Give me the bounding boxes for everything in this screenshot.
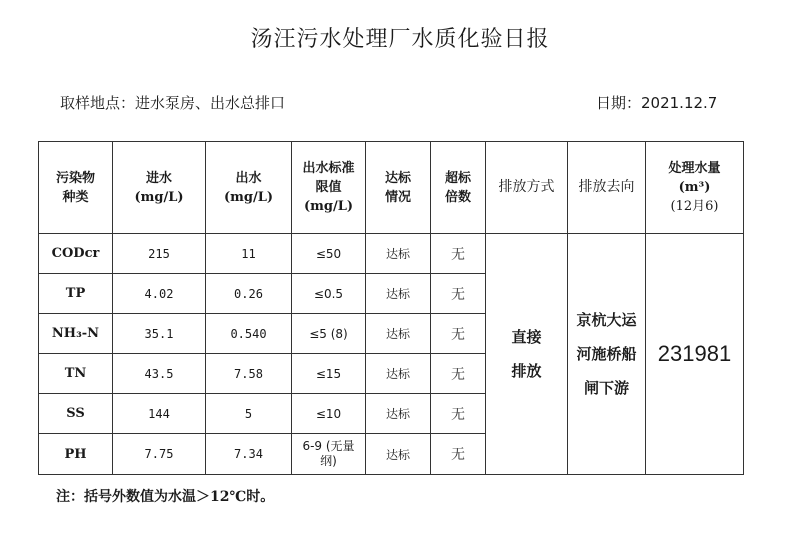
compliance-status: 达标 — [366, 394, 431, 434]
compliance-status: 达标 — [366, 274, 431, 314]
exceed-multiple: 无 — [431, 274, 486, 314]
pollutant-name: NH₃-N — [39, 314, 113, 354]
pollutant-name: PH — [39, 434, 113, 475]
header-discharge-method: 排放方式 — [486, 142, 568, 234]
header-outflow: 出水 (mg/L) — [206, 142, 292, 234]
compliance-status: 达标 — [366, 314, 431, 354]
pollutant-name: TP — [39, 274, 113, 314]
footnote: 注：括号外数值为水温＞12℃时。 — [56, 489, 275, 505]
pollutant-name: SS — [39, 394, 113, 434]
compliance-status: 达标 — [366, 234, 431, 274]
inflow-value: 144 — [113, 394, 206, 434]
discharge-method: 直接排放 — [486, 234, 568, 475]
inflow-value: 7.75 — [113, 434, 206, 475]
header-limit: 出水标准限值 (mg/L) — [292, 142, 366, 234]
outflow-value: 5 — [206, 394, 292, 434]
sampling-location: 取样地点：进水泵房、出水总排口 — [60, 94, 286, 112]
outflow-value: 11 — [206, 234, 292, 274]
limit-value: ≤10 — [292, 394, 366, 434]
inflow-value: 35.1 — [113, 314, 206, 354]
header-pollutant: 污染物种类 — [39, 142, 113, 234]
outflow-value: 0.26 — [206, 274, 292, 314]
exceed-multiple: 无 — [431, 314, 486, 354]
inflow-value: 4.02 — [113, 274, 206, 314]
header-compliance: 达标情况 — [366, 142, 431, 234]
compliance-status: 达标 — [366, 434, 431, 475]
limit-value: ≤15 — [292, 354, 366, 394]
discharge-destination: 京杭大运河施桥船闸下游 — [568, 234, 646, 475]
water-quality-table — [38, 141, 744, 475]
table-row — [39, 234, 744, 274]
exceed-multiple: 无 — [431, 234, 486, 274]
inflow-value: 43.5 — [113, 354, 206, 394]
exceed-multiple: 无 — [431, 434, 486, 475]
exceed-multiple: 无 — [431, 394, 486, 434]
report-title: 汤汪污水处理厂水质化验日报 — [250, 27, 550, 52]
limit-value: ≤50 — [292, 234, 366, 274]
pollutant-name: TN — [39, 354, 113, 394]
header-exceed: 超标倍数 — [431, 142, 486, 234]
inflow-value: 215 — [113, 234, 206, 274]
header-inflow: 进水 (mg/L) — [113, 142, 206, 234]
limit-value: 6-9 (无量纲) — [292, 434, 366, 475]
header-row — [39, 142, 744, 234]
limit-value: ≤5 (8) — [292, 314, 366, 354]
compliance-status: 达标 — [366, 354, 431, 394]
treated-volume: 231981 — [646, 234, 744, 475]
header-discharge-dest: 排放去向 — [568, 142, 646, 234]
outflow-value: 7.58 — [206, 354, 292, 394]
header-volume: 处理水量 (m³) (12月6) — [646, 142, 744, 234]
limit-value: ≤0.5 — [292, 274, 366, 314]
outflow-value: 0.540 — [206, 314, 292, 354]
exceed-multiple: 无 — [431, 354, 486, 394]
report-date: 日期：2021.12.7 — [596, 94, 718, 112]
pollutant-name: CODcr — [39, 234, 113, 274]
outflow-value: 7.34 — [206, 434, 292, 475]
